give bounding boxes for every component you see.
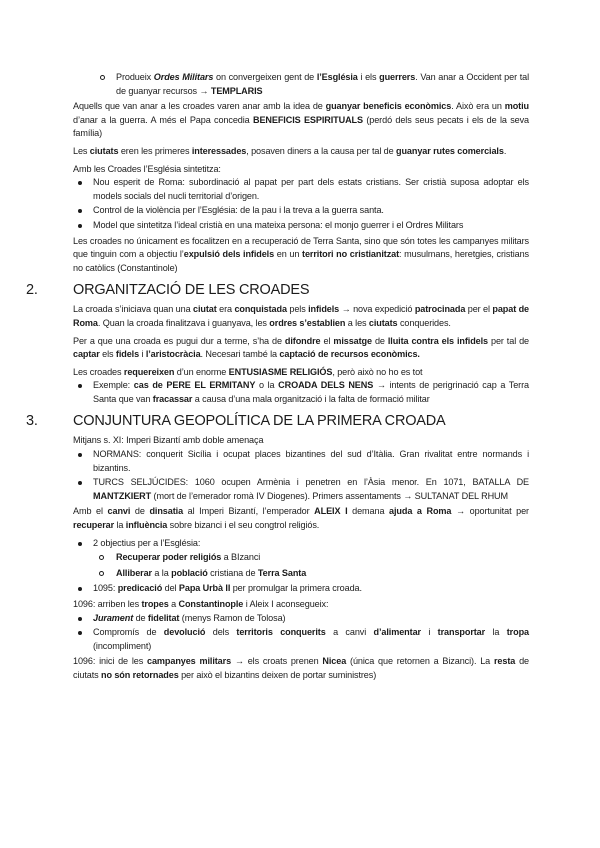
list-item: 1095: predicació del Papa Urbà II per promulgar la primera croada. bbox=[73, 582, 529, 596]
section-heading-organitzacio: 2. ORGANITZACIÓ DE LES CROADES bbox=[26, 282, 310, 299]
list-item: Recuperar poder religiós a BIzanci bbox=[73, 551, 529, 565]
paragraph-enthusiasm: Les croades requereixen d’un enorme ENTUSIASME RELIGIÓS, però això no ho es tot bbox=[73, 366, 423, 377]
list-item: Alliberar a la població cristiana de Terra Santa bbox=[73, 567, 529, 581]
list-item: NORMANS: conquerit Sicília i ocupat places bizantines del sud d’Itàlia. Gran rivalitat entre normands i bizantins. bbox=[73, 448, 529, 475]
paragraph-campaigns-start: 1096: inici de les campanyes militars → els croats prenen Nicea (única que retornen a Bizanci). La resta de ciutats no són retornades per això el bizantins deixen de portar suministres) bbox=[73, 656, 529, 680]
list-item: Exemple: cas de PERE EL ERMITANY o la CROADA DELS NENS → intents de perigrinació cap a Terra Santa que van fracassar a causa d’una mala organització i la falta de formació militar bbox=[73, 379, 529, 406]
paragraph-benefits: Aquells que van anar a les croades varen anar amb la idea de guanyar beneficis econòmics. Això era un motiu d’anar a la guerra. A més el Papa concedia BENEFICIS ESPIRITUALS (perdó dels seus pecats i els de la seva família) bbox=[73, 101, 529, 139]
church-objectives-list bbox=[73, 537, 529, 596]
list-item: Produeix Ordes Militars on convergeixen gent de l’Església i els guerrers. Van anar a Occident per tal de guanyar recursos → TEMPLARIS bbox=[73, 71, 529, 98]
list-item: Nou esperit de Roma: subordinació al papat per part dels estats cristians. Ser cristià suposa adoptar els models socials del nucli territorial d’origen. bbox=[73, 176, 529, 203]
paragraph-synthesis: Amb les Croades l’Església sintetitza: bbox=[73, 163, 221, 174]
document-body bbox=[26, 71, 530, 687]
paragraph-byzantine-threat: Mitjans s. XI: Imperi Bizantí amb doble amenaça bbox=[73, 435, 264, 446]
paragraph-crusade-start: La croada s’iniciava quan una ciutat era conquistada pels infidels → nova expedició patrocinada per el papat de Roma. Quan la croada finalitzava i guanyava, les ordres s’establien a les ciutats conquerides. bbox=[73, 304, 529, 328]
list-item: TURCS SELJÚCIDES: 1060 ocupen Armènia i penetren en l’Àsia menor. En 1071, BATALLA DE MANTZKIERT (mort de l’emerador romà IV Diogenes). Primers assentaments → SULTANAT DEL RHUM bbox=[73, 476, 529, 503]
paragraph-cities: Les ciutats eren les primeres interessades, posaven diners a la causa per tal de guanyar rutes comercials. bbox=[73, 145, 507, 156]
section-heading-conjuntura: 3. CONJUNTURA GEOPOLÍTICA DE LA PRIMERA CROADA bbox=[26, 413, 446, 430]
aleix-achievements-list bbox=[73, 612, 529, 654]
paragraph-spread-message: Per a que una croada es pugui dur a terme, s’ha de difondre el missatge de lluita contra els infidels per tal de captar els fidels i l’aristocràcia. Necesari també la captació de recursos econòmics. bbox=[73, 335, 530, 360]
military-orders-list bbox=[73, 71, 529, 98]
synthesis-list bbox=[73, 176, 529, 232]
threats-list bbox=[73, 448, 529, 503]
list-item: 2 objectius per a l’Església: bbox=[73, 537, 529, 551]
list-item: Control de la violència per l’Església: de la pau i la treva a la guerra santa. bbox=[73, 204, 529, 218]
paragraph-campaigns: Les croades no únicament es focalitzen en a recuperació de Terra Santa, sino que són totes les campanyes militars que tinguin com a objectiu l’expulsió dels infidels en un territori no cristianitzat: musulmans, heretgies, cristians no catòlics (Constantinole) bbox=[73, 235, 529, 273]
paragraph-troops-arrive: 1096: arriben les tropes a Constantinople i Aleix I aconsegueix: bbox=[73, 599, 329, 609]
list-item: Jurament de fidelitat (menys Ramon de Tolosa) bbox=[73, 612, 529, 626]
paragraph-dynasty-change: Amb el canvi de dinsatia al Imperi Bizantí, l’emperador ALEIX I demana ajuda a Roma → oportunitat per recuperar la influència sobre bizanci i el seu congtrol religiós. bbox=[73, 506, 529, 531]
example-list bbox=[73, 379, 529, 406]
list-item: Model que sintetitza l’ideal cristià en una mateixa persona: el monjo guerrer i el Ordres Militars bbox=[73, 219, 529, 233]
list-item: Compromís de devolució dels territoris conquerits a canvi d’alimentar i transportar la tropa (incompliment) bbox=[73, 626, 529, 653]
